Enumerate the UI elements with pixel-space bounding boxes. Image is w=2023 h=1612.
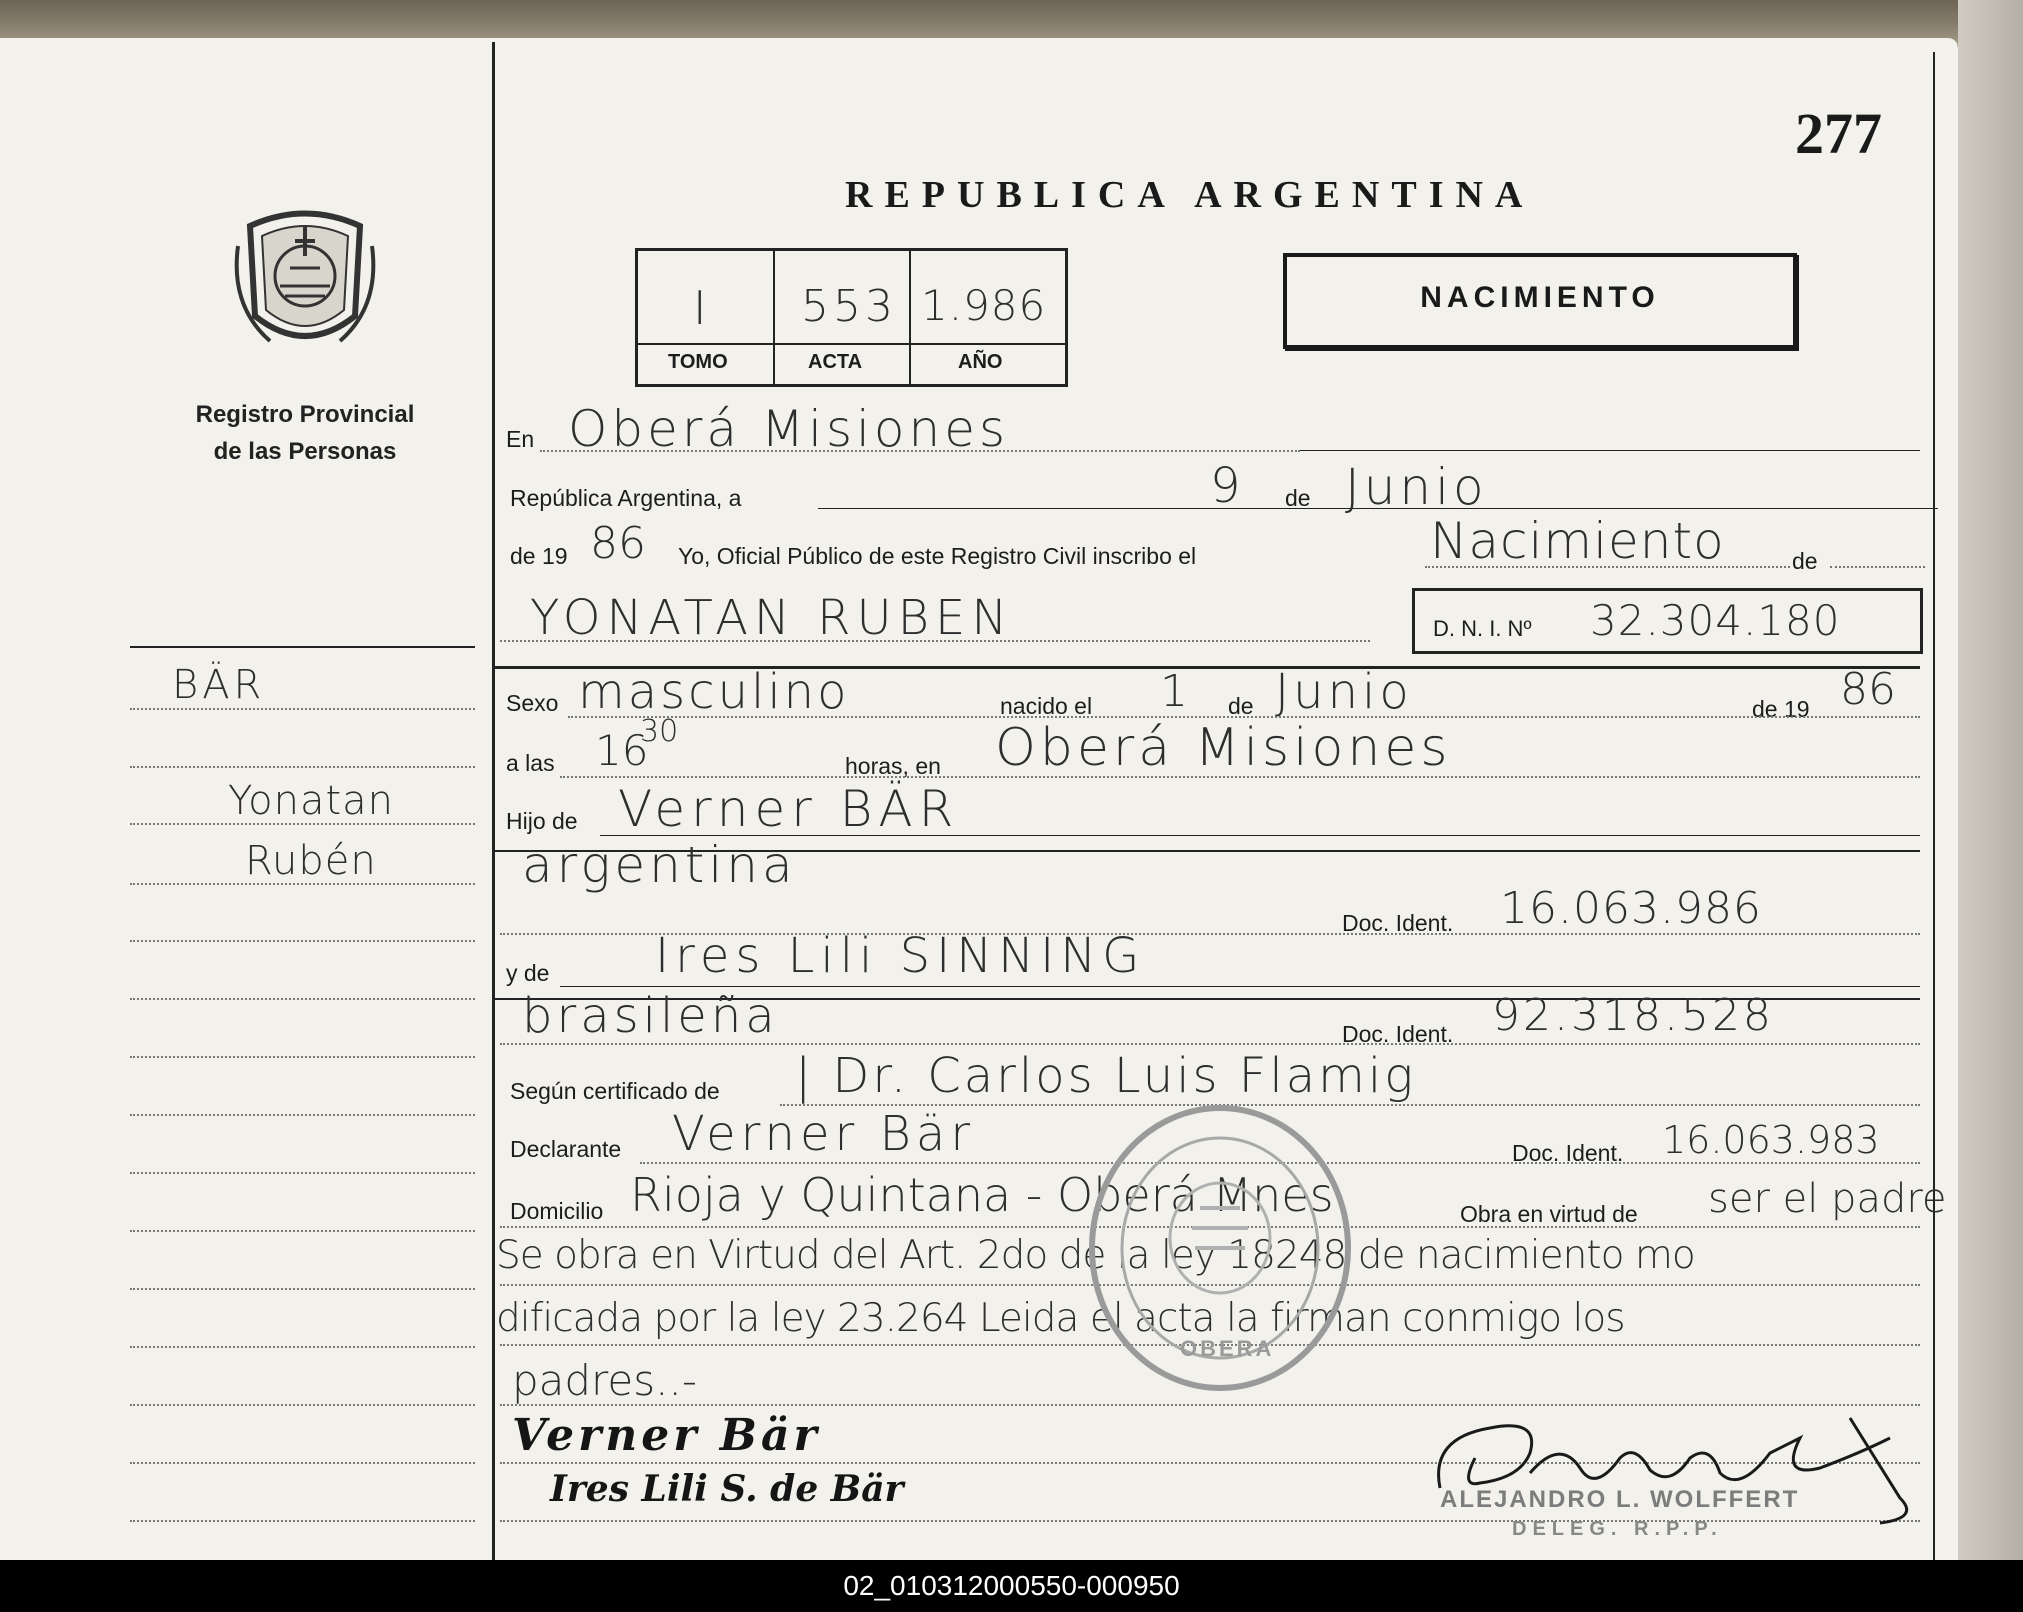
value-mes: Junio (1345, 458, 1488, 516)
signature-mother: Ires Lili S. de Bär (550, 1468, 904, 1510)
label-de-acto: de (1792, 548, 1818, 574)
label-de-19: de 19 (510, 543, 568, 569)
label-en: En (506, 426, 535, 452)
value-declarante-doc: 16.063.983 (1662, 1118, 1880, 1162)
record-type-label: NACIMIENTO (1420, 281, 1660, 314)
value-declarante: Verner Bär (672, 1106, 976, 1162)
value-anio: 86 (590, 518, 646, 569)
margin-line (130, 1172, 475, 1174)
margin-divider-line (492, 42, 495, 1564)
value-nac-mes: Junio (1275, 664, 1413, 720)
value-minutos: 30 (640, 714, 679, 749)
value-nombre: YONATAN RUBEN (530, 590, 1014, 646)
registry-line-1: Registro Provincial (195, 401, 415, 428)
label-declarante: Declarante (510, 1136, 622, 1162)
line-acto-end (1830, 566, 1925, 568)
value-madre: Ires Lili SINNING (655, 928, 1146, 984)
value-nac-lugar: Oberá Misiones (995, 718, 1452, 778)
observation-line-3: padres..- (512, 1356, 697, 1405)
value-lugar: Oberá Misiones (568, 400, 1010, 458)
line-madre-nac (500, 1043, 1920, 1045)
label-domicilio: Domicilio (510, 1198, 604, 1224)
label-doc-madre: Doc. Ident. (1342, 1021, 1454, 1047)
label-de-mes: de (1285, 485, 1311, 511)
margin-line (130, 1230, 475, 1232)
margin-line (130, 1114, 475, 1116)
birth-record-page (0, 38, 1958, 1570)
observation-line-2: dificada por la ley 23.264 Leida el acta la firman conmigo los (496, 1296, 1625, 1341)
record-type-box (1283, 253, 1797, 349)
margin-surname: BÄR (172, 662, 266, 708)
label-de19-nac: de 19 (1752, 696, 1810, 722)
line-padre (600, 835, 1920, 836)
value-hora: 16 (595, 726, 649, 775)
line-madre (560, 986, 1920, 987)
label-horas-en: horas, en (845, 753, 941, 779)
acta-value: 553 (801, 281, 897, 332)
margin-line (130, 708, 475, 710)
margin-line (130, 1462, 475, 1464)
signature-father: Verner Bär (512, 1410, 821, 1461)
value-padre: Verner BÄR (618, 780, 960, 838)
registry-line-2: de las Personas (213, 438, 397, 465)
margin-line (130, 1056, 475, 1058)
tomo-label: TOMO (668, 351, 728, 373)
margin-line (130, 940, 475, 942)
label-nacido: nacido el (1000, 693, 1093, 719)
label-doc-declarante: Doc. Ident. (1512, 1140, 1624, 1166)
value-sexo: masculino (578, 664, 850, 720)
misiones-province-seal (230, 206, 380, 356)
label-sexo: Sexo (506, 690, 559, 716)
box-divider (773, 251, 775, 384)
country-title: REPUBLICA ARGENTINA (845, 174, 1535, 216)
book-page-stack (1958, 0, 2023, 1570)
box-label-rule (638, 343, 1065, 345)
value-acto: Nacimiento (1430, 512, 1725, 570)
anio-label: AÑO (958, 351, 1003, 373)
label-hijo-de: Hijo de (506, 808, 578, 834)
official-name: ALEJANDRO L. WOLFFERT (1440, 1486, 1800, 1513)
margin-given-name-2: Rubén (245, 838, 377, 884)
line-lugar-end (1300, 450, 1920, 451)
right-border-line (1933, 52, 1935, 1564)
value-domicilio: Rioja y Quintana - Oberá Mnes (630, 1168, 1334, 1222)
value-padre-nacionalidad: argentina (522, 836, 797, 894)
margin-line (130, 1520, 475, 1522)
image-id-footer: 02_010312000550-000950 (0, 1560, 2023, 1612)
anio-value: 1.986 (921, 281, 1047, 330)
line-hora (560, 776, 1920, 778)
margin-given-name-1: Yonatan (228, 778, 395, 824)
margin-line (130, 1346, 475, 1348)
value-madre-doc: 92.318.528 (1492, 990, 1774, 1041)
margin-line (130, 1288, 475, 1290)
value-nac-anio: 86 (1840, 664, 1896, 715)
label-doc-padre: Doc. Ident. (1342, 910, 1454, 936)
observation-line-1: Se obra en Virtud del Art. 2do de la ley 18248 de nacimiento mo (496, 1233, 1695, 1278)
stamp-city: OBERA (1180, 1336, 1275, 1361)
value-obra: ser el padre (1708, 1176, 1947, 1222)
volume-record-box (635, 248, 1068, 387)
value-dni: 32.304.180 (1590, 596, 1841, 645)
value-nac-dia: 1 (1160, 666, 1192, 717)
margin-line (130, 766, 475, 768)
value-madre-nacionalidad: brasileña (522, 988, 779, 1044)
box-divider (909, 251, 911, 384)
label-obra: Obra en virtud de (1460, 1201, 1638, 1227)
label-de-nac-mes: de (1228, 693, 1254, 719)
registry-name (150, 396, 460, 470)
tomo-value: I (693, 281, 711, 335)
label-republica: República Argentina, a (510, 485, 742, 511)
label-y-de: y de (506, 960, 550, 986)
value-certificado: | Dr. Carlos Luis Flamig (795, 1048, 1417, 1104)
value-dia: 9 (1210, 458, 1245, 514)
label-a-las: a las (506, 750, 555, 776)
label-dni: D. N. I. Nº (1433, 616, 1532, 641)
margin-line (130, 1404, 475, 1406)
label-yo-oficial: Yo, Oficial Público de este Registro Civil inscribo el (678, 543, 1197, 569)
margin-header-rule (130, 646, 475, 648)
margin-line (130, 998, 475, 1000)
page-number: 277 (1795, 101, 1882, 166)
value-padre-doc: 16.063.986 (1500, 883, 1762, 934)
label-segun: Según certificado de (510, 1078, 720, 1104)
acta-label: ACTA (808, 351, 863, 373)
official-title: DELEG. R.P.P. (1512, 1518, 1723, 1540)
